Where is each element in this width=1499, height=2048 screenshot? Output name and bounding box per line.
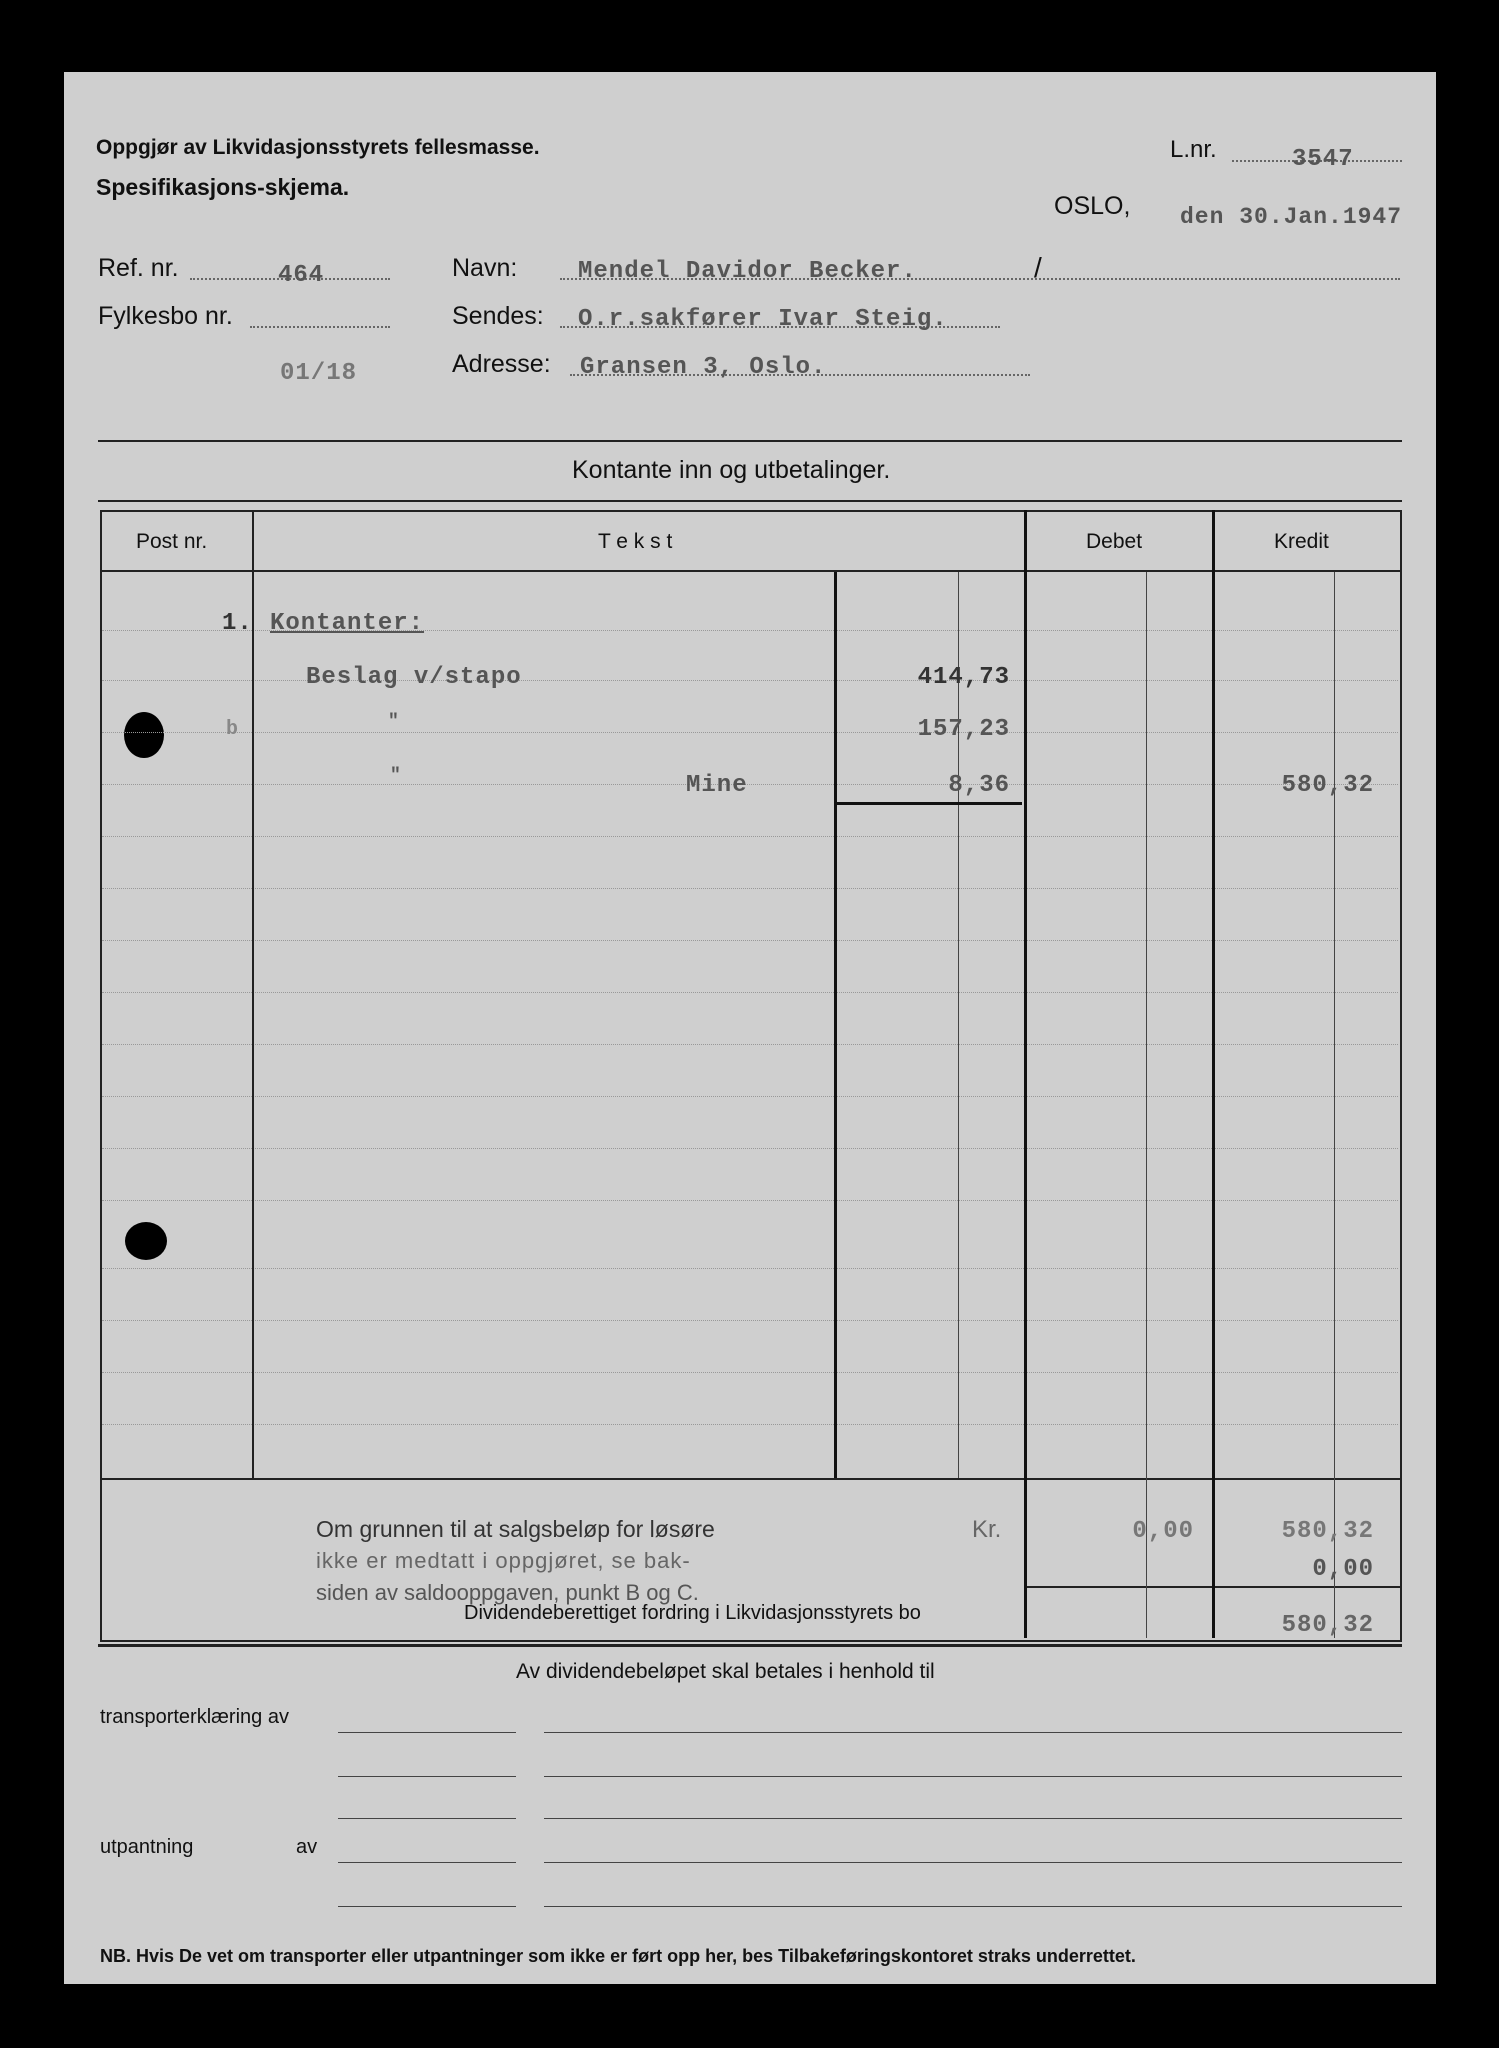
transport-line-3a [338,1818,516,1819]
adresse-value: Gransen 3, Oslo. [580,354,827,381]
table-summary-rule [100,1478,1400,1480]
transport-line-1a [338,1732,516,1733]
rule-15 [102,1372,1398,1373]
utpantning-line-2b [544,1906,1402,1907]
summary-dividend-value: 580,32 [1281,1612,1374,1639]
navn-label: Navn: [452,254,518,282]
utpantning-line-2a [338,1906,516,1907]
row1-tekst: Kontanter: [270,610,425,637]
section-title: Kontante inn og utbetalinger. [572,456,891,484]
col-debet-left [1024,510,1027,1638]
rule-7 [102,940,1398,941]
row3-tekst: " [388,712,400,732]
row1-post: 1. [222,610,253,637]
rule-13 [102,1268,1398,1269]
rule-14 [102,1320,1398,1321]
header-line2: Spesifikasjons-skjema. [96,174,350,200]
rule-5 [102,836,1398,837]
rule-9 [102,1044,1398,1045]
header-tekst: T e k s t [598,530,673,553]
col-post-divider [252,510,254,1478]
navn-mark: / [1034,252,1042,283]
summary-debet-total: 0,00 [1132,1518,1194,1545]
amount-sum-rule [836,802,1022,805]
summary-dividend-label: Dividendeberettiget fordring i Likvidasjonsstyrets bo [464,1602,921,1624]
row3-amount: 157,23 [917,716,1010,743]
rule-16 [102,1424,1398,1425]
transport-line-1b [544,1732,1402,1733]
dividend-heading: Av dividendebeløpet skal betales i henhold til [516,1660,935,1683]
rule-12 [102,1200,1398,1201]
navn-value: Mendel Davidor Becker. [578,258,917,285]
summary-note1: Om grunnen til at salgsbeløp for løsøre [316,1516,715,1542]
sendes-value: O.r.sakfører Ivar Steig. [578,306,948,333]
col-kredit-cents [1334,572,1335,1638]
summary-kredit-minus: 0,00 [1312,1556,1374,1583]
nb-notice: NB. Hvis De vet om transporter eller utpantninger som ikke er ført opp her, bes Tilbakeføringskontoret straks underrettet. [100,1946,1136,1966]
ref-value: 464 [278,262,325,289]
summary-kr: Kr. [972,1516,1002,1543]
summary-note3: siden av saldooppgaven, punkt B og C. [316,1580,699,1605]
rule-10 [102,1096,1398,1097]
transport-label: transporterklæring av [100,1706,289,1728]
utpantning-label: utpantning [100,1836,194,1858]
header-post: Post nr. [136,530,208,553]
sendes-label: Sendes: [452,302,544,330]
fylkesbo-line [250,326,390,328]
row2-amount: 414,73 [917,664,1010,691]
rule-11 [102,1148,1398,1149]
col-debet-cents [1146,572,1147,1638]
utpantning-line-1a [338,1862,516,1863]
header-line1: Oppgjør av Likvidasjonsstyrets fellesmasse. [96,136,540,159]
row4-tekst: " [390,766,402,786]
date-value: den 30.Jan.1947 [1180,204,1403,230]
row4-amount: 8,36 [948,772,1010,799]
row2-tekst: Beslag v/stapo [306,664,522,691]
transport-line-3b [544,1818,1402,1819]
header-kredit: Kredit [1274,530,1329,553]
rule-3 [102,732,1398,733]
transport-line-2a [338,1776,516,1777]
rule-8 [102,992,1398,993]
rule-4 [102,784,1398,785]
col-kredit-left [1212,510,1215,1638]
row4-kredit: 580,32 [1281,772,1374,799]
summary-kredit-total: 580,32 [1281,1518,1374,1545]
col-amount-cents [958,572,959,1478]
row4-note: Mine [686,772,748,799]
lnr-value: 3547 [1292,146,1354,173]
summary-note2: ikke er medtatt i oppgjøret, se bak- [316,1548,691,1573]
oslo-label: OSLO, [1054,192,1131,220]
section-rule-top [98,440,1402,442]
rule-2 [102,680,1398,681]
col-amount-left [834,572,837,1478]
ref-label: Ref. nr. [98,254,179,282]
lnr-label: L.nr. [1170,136,1217,163]
transport-line-2b [544,1776,1402,1777]
footer-rule [98,1644,1402,1647]
rule-6 [102,888,1398,889]
header-debet: Debet [1086,530,1143,553]
fylkesbo-value: 01/18 [280,360,358,387]
fylkesbo-label: Fylkesbo nr. [98,302,233,330]
table-header-rule [100,570,1400,572]
adresse-label: Adresse: [452,350,551,378]
row3-post: b [226,718,240,741]
utpantning-av-label: av [296,1836,318,1858]
section-rule-bottom [98,500,1402,502]
utpantning-line-1b [544,1862,1402,1863]
